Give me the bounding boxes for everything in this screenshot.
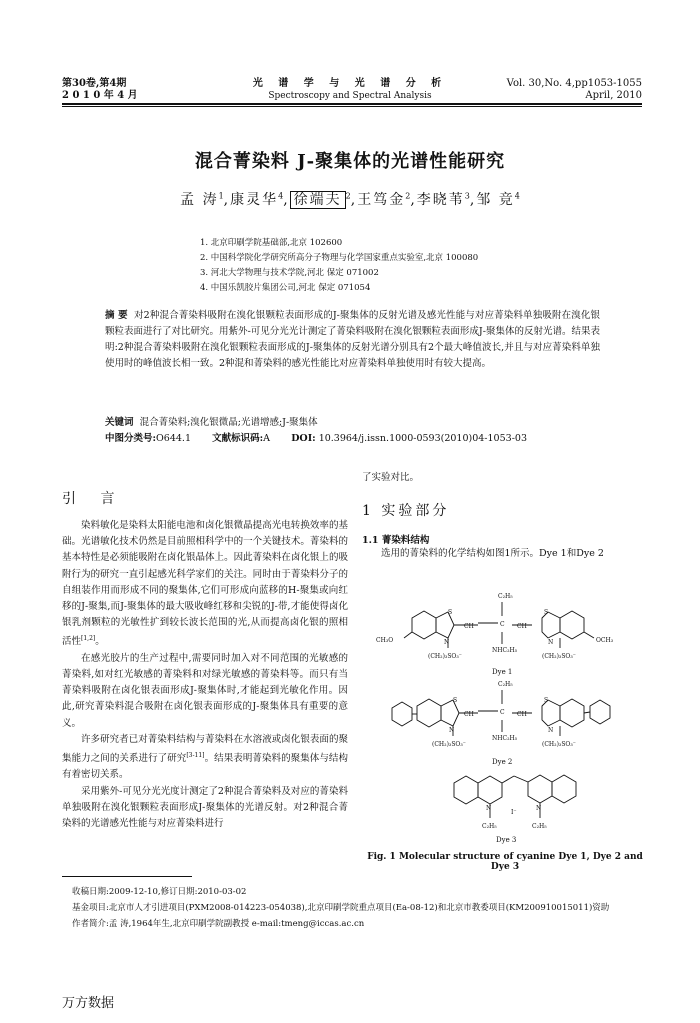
label: C₂H₅ [482, 823, 497, 830]
label: (CH₂)₃SO₃⁻ [428, 653, 462, 660]
affiliation: 3. 河北大学物理与技术学院,河北 保定 071002 [200, 268, 379, 278]
abstract [105, 308, 600, 372]
author-sup: 4 [514, 191, 520, 201]
label: C₂H₅ [532, 823, 547, 830]
dye3-label: Dye 3 [496, 836, 517, 844]
right-column [362, 470, 647, 562]
intro-p1-end: 。 [95, 636, 105, 648]
journal-title [250, 78, 450, 102]
footnote-rule [62, 876, 192, 877]
label: C [500, 621, 505, 628]
label: (CH₂)₃SO₃⁻ [542, 653, 576, 660]
volume-issue: 第30卷,第4期 [62, 78, 127, 89]
label: S [544, 697, 549, 704]
label: (CH₂)₃SO₃⁻ [432, 741, 466, 748]
intro-heading-wrap [62, 488, 348, 508]
intro-p3-end: 。结果表明菁染料的聚集体与结构有着密切关系。 [62, 753, 348, 781]
citation: [3-11] [186, 752, 205, 759]
label: C₂H₅ [498, 593, 513, 600]
author: 王笃金 [357, 192, 406, 208]
label: NHC₂H₅ [492, 647, 518, 654]
author-boxed: 徐端夫 [290, 191, 346, 209]
abstract-text: 对2种混合菁染料吸附在溴化银颗粒表面形成的J-聚集体的反射光谱及感光性能与对应菁染料单独吸附在溴化银颗粒表面进行了对比研究。用紫外-可见分光光计测定了菁染料吸附在溴化银颗粒表面形成J-聚集体的反射光谱。结果表明:2种混合菁染料吸附在溴化银颗粒表面形成的J-聚集体的反射光谱分别具有2个最大峰值波长,并且与对应菁染料单独使用时的峰值波长相一致。2种混和菁染料的感光性能比对应菁染料单独使用时有较大提高。 [105, 310, 600, 369]
doi-value: 10.3964/j.issn.1000-0593(2010)04-1053-03 [318, 433, 527, 444]
subsection-heading: 1.1 菁染料结构 [362, 535, 430, 547]
label: CH [464, 623, 474, 630]
label: OCH₃ [596, 637, 614, 644]
affiliation: 1. 北京印刷学院基础部,北京 102600 [200, 238, 343, 248]
author-list [0, 189, 700, 209]
continued-text: 了实验对比。 [362, 472, 420, 483]
dye2-label: Dye 2 [492, 758, 513, 766]
doc-code-value: A [263, 433, 271, 444]
author-sup: 1 [218, 191, 224, 201]
author-sup: 4 [278, 191, 284, 201]
received-date: 收稿日期:2009-12-10,修订日期:2010-03-02 [72, 887, 247, 897]
section-heading: 1 实验部分 [362, 503, 450, 520]
volume-pages: Vol. 30,No. 4,pp1053-1055 [506, 78, 642, 89]
journal-title-cn: 光 谱 学 与 光 谱 分 析 [252, 78, 448, 89]
footnotes [72, 884, 662, 932]
label: N [536, 805, 542, 812]
intro-body [62, 518, 348, 832]
intro-p3-text: 许多研究者已对菁染料结构与菁染料在水溶液或卤化银表面的聚集能力之间的关系进行了研究 [62, 733, 348, 765]
pub-date-en: April, 2010 [585, 90, 642, 101]
label: CH [517, 711, 527, 718]
label: N [548, 639, 554, 646]
intro-p1-text: 染料敏化是染料太阳能电池和卤化银微晶提高光电转换效率的基础。光谱敏化技术仍然是目前照相科学中的一个关键技术。菁染料的基本特性是必须能吸附在卤化银晶体上。因此菁染料在卤化银上的吸附行为的研究一直引起感光科学家们的关注。同时由于菁染料分子的自组装作用而形成不同的聚集体,它们可形成向蓝移的H-聚集或向红移的J-聚集,而J-聚集体的最大吸收峰红移和尖锐的J-带,才能使得卤化银乳剂颗粒的光敏性扩到较长波长范围的光,从而提高卤化银的照相活性 [62, 520, 348, 648]
author-sep: , [469, 192, 477, 208]
affiliation: 2. 中国科学院化学研究所高分子物理与化学国家重点实验室,北京 100080 [200, 253, 479, 263]
label: S [544, 609, 549, 616]
journal-volume-en [507, 78, 642, 102]
journal-title-en: Spectroscopy and Spectral Analysis [268, 91, 432, 101]
label: S [448, 609, 453, 616]
doi-label: DOI: [291, 433, 316, 444]
label: NHC₂H₅ [492, 735, 518, 742]
label: I⁻ [511, 809, 517, 816]
intro-heading: 引 言 [62, 491, 125, 507]
affiliation: 4. 中国乐凯胶片集团公司,河北 保定 071054 [200, 283, 371, 293]
molecular-structure-figure [372, 578, 642, 848]
abstract-label: 摘 要 [105, 310, 128, 321]
dye1-structure [404, 602, 594, 648]
label: N [444, 639, 450, 646]
author: 康灵华 [230, 192, 279, 208]
author-sup: 3 [464, 191, 470, 201]
label: CH [464, 711, 474, 718]
intro-paragraph: 采用紫外-可见分光光度计测定了2种混合菁染料及对应的菁染料单独吸附在溴化银颗粒表面形成J-聚集体的光谱反射。对2种混合菁染料的光谱感光性能与对应菁染料进行 [62, 785, 348, 829]
paper-title: 混合菁染料 J-聚集体的光谱性能研究 [194, 151, 506, 172]
intro-paragraph [62, 732, 348, 784]
intro-paragraph [62, 518, 348, 651]
label: S [453, 697, 458, 704]
label: N [449, 727, 455, 734]
intro-paragraph: 在感光胶片的生产过程中,需要同时加入对不同范围的光敏感的菁染料,如对红光敏感的菁染料和对绿光敏感的菁染料等。而只有当菁染料吸附在卤化银表面形成J-聚集体时,才能起到光敏化作用。因此,研究菁染料混合吸附在卤化银表面形成的J-聚集体具有重要的意义。 [62, 652, 348, 729]
header-rule [62, 103, 642, 105]
keywords-label: 关键词 [105, 417, 134, 428]
author-sep: , [283, 192, 290, 208]
pub-date: 2 0 1 0 年 4 月 [62, 90, 138, 101]
author-sup: 2 [345, 191, 351, 201]
author-sep: , [350, 192, 358, 208]
label: CH [517, 623, 527, 630]
journal-volume [62, 78, 138, 102]
clc-value: O644.1 [156, 433, 192, 444]
doc-code-label: 文献标识码: [212, 433, 264, 444]
affiliations [200, 236, 478, 296]
label: (CH₂)₃SO₃⁻ [542, 741, 576, 748]
author-sup: 2 [405, 191, 411, 201]
label: C [500, 709, 505, 716]
author-sep: , [223, 192, 231, 208]
keywords-block [105, 415, 600, 447]
author-bio: 作者简介:孟 涛,1964年生,北京印刷学院副教授 e-mail:tmeng@iccas.ac.cn [72, 919, 365, 929]
author: 邹 竞 [476, 192, 515, 208]
keywords-text: 混合菁染料;溴化银微晶;光谱增感;J-聚集体 [139, 417, 318, 428]
section-paragraph: 选用的菁染料的化学结构如图1所示。Dye 1和Dye 2 [381, 548, 604, 560]
figure-caption: Fig. 1 Molecular structure of cyanine Dye 1, Dye 2 and Dye 3 [367, 852, 643, 872]
author-sep: , [410, 192, 417, 208]
header-rule-thin [62, 106, 642, 107]
label: N [548, 727, 554, 734]
author: 孟 涛 [180, 192, 219, 208]
label: C₂H₅ [498, 681, 513, 688]
clc-label: 中图分类号: [105, 433, 157, 444]
watermark: 万方数据 [62, 996, 115, 1011]
dye1-label: Dye 1 [492, 668, 513, 676]
citation: [1,2] [81, 635, 96, 643]
label: N [486, 805, 492, 812]
funding: 基金项目:北京市人才引进项目(PXM2008-014223-054038),北京印刷学院重点项目(Ea-08-12)和北京市教委项目(KM200910015011)资助 [72, 903, 610, 913]
label: CH₃O [376, 637, 394, 644]
author: 李晓苇 [416, 192, 465, 208]
